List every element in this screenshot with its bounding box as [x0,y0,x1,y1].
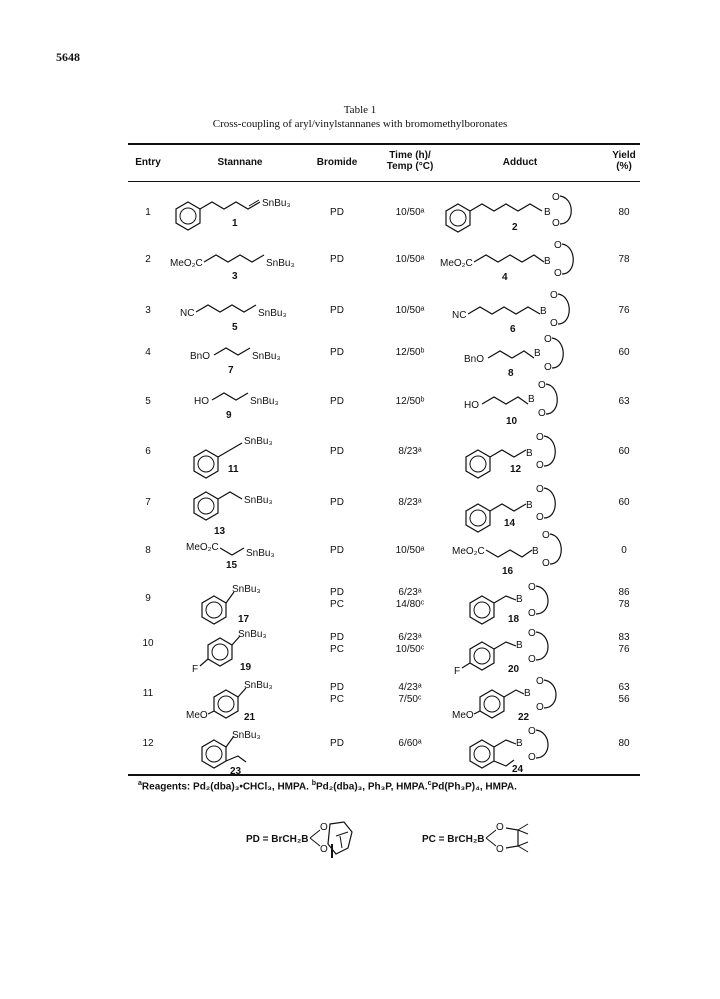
cell-entry-line: 8 [145,545,151,556]
cell-entry-line: 11 [142,688,154,699]
header-yield [604,150,644,172]
structure-stannane-11 [188,430,288,483]
structure-adduct-8 [464,330,574,385]
label-f: F [192,664,199,675]
compound-number: 15 [226,560,238,571]
label-snbu3: SnBu₃ [244,495,273,506]
label-snbu3: SnBu₃ [246,548,275,559]
cell-yield [604,207,644,219]
cell-bromide [307,254,367,266]
compound-number: 6 [510,324,516,335]
label-snbu3: SnBu₃ [238,629,267,640]
cell-time-line: 10/50ᶜ [395,644,425,655]
table-footnote [138,780,517,792]
compound-number: 14 [504,518,516,529]
structure-stannane-7 [190,341,290,382]
label-b: B [516,738,523,749]
label-snbu3: SnBu₃ [266,258,295,269]
cell-time-line: 6/23ᵃ [398,587,422,598]
label-snbu3: SnBu₃ [258,308,287,319]
label-o: O [496,822,504,833]
structure-stannane-3 [170,246,300,287]
cell-time-line: 8/23ᵃ [398,497,422,508]
structure-adduct-24 [466,724,576,779]
cell-yield-line: 80 [618,207,630,218]
cell-time-line: 12/50ᵇ [395,396,425,407]
table-title: Table 1 [343,104,377,116]
label-meo: MeO [452,710,474,721]
cell-bromide [307,347,367,359]
header-bromide: Bromide [316,157,358,168]
structure-adduct-10 [464,378,574,433]
header-adduct: Adduct [502,157,538,168]
label-snbu3: SnBu₃ [252,351,281,362]
header-yield-line1: Yield [612,150,636,161]
label-o: O [544,362,552,373]
cell-bromide [307,632,367,656]
cell-bromide [307,497,367,509]
cell-bromide-line: PD [330,254,344,265]
cell-bromide-line: PC [330,599,344,610]
cell-entry-line: 2 [145,254,151,265]
label-o: O [528,628,536,639]
cell-entry [126,347,170,359]
label-b: B [526,500,533,511]
header-time-line1: Time (h)/ [389,150,431,161]
footnote-a-mark: a [138,780,142,787]
label-o: O [528,726,536,737]
cell-time [370,738,450,750]
cell-entry-line: 4 [145,347,151,358]
label-o: O [320,844,328,855]
cell-time-line: 10/50ᵃ [395,545,425,556]
label-o: O [536,512,544,523]
cell-bromide-line: PC [330,644,344,655]
cell-time [370,207,450,219]
cell-bromide-line: PD [330,738,344,749]
cell-yield-line: 60 [618,497,630,508]
compound-number: 13 [214,526,226,537]
cell-entry [126,638,170,650]
cell-bromide [307,545,367,557]
legend-pc [422,818,562,867]
label-o: O [538,408,546,419]
compound-number: 10 [506,416,518,427]
structure-stannane-15 [186,540,296,581]
compound-number: 21 [244,712,256,723]
cell-time-line: 7/50ᶜ [398,694,422,705]
cell-time [370,396,450,408]
header-rule [128,181,640,182]
cell-yield-line: 80 [618,738,630,749]
cell-bromide-line: PD [330,545,344,556]
label-o: O [536,460,544,471]
cell-entry-line: 9 [145,593,151,604]
cell-bromide [307,446,367,458]
cell-bromide [307,305,367,317]
cell-yield [604,254,644,266]
label-snbu3: SnBu₃ [232,584,261,595]
structure-stannane-19 [190,626,290,679]
cell-entry [126,446,170,458]
compound-number: 20 [508,664,520,675]
header-time-line2: Temp (°C) [386,161,434,172]
cell-entry-line: 3 [145,305,151,316]
label-o: O [528,752,536,763]
label-b: B [532,546,539,557]
compound-number: 3 [232,271,238,282]
label-o: O [496,844,504,855]
cell-entry-line: 5 [145,396,151,407]
label-o: O [320,822,328,833]
cell-yield [604,587,644,611]
label-o: O [528,582,536,593]
cell-entry-line: 10 [142,638,154,649]
cell-yield [604,305,644,317]
compound-number: 18 [508,614,520,625]
compound-number: 4 [502,272,508,283]
cell-time [370,632,450,656]
structure-stannane-9 [194,390,294,431]
compound-number: 22 [518,712,530,723]
structure-adduct-12 [460,428,570,485]
cell-time [370,497,450,509]
footnote-b-mark: b [311,780,316,787]
cell-time [370,446,450,458]
compound-number: 12 [510,464,522,475]
cell-entry [126,254,170,266]
structure-adduct-4 [440,234,580,289]
cell-yield [604,497,644,509]
compound-number: 16 [502,566,514,577]
cell-bromide-line: PD [330,396,344,407]
cell-entry-line: 12 [142,738,154,749]
compound-number: 7 [228,365,234,376]
structure-adduct-22 [452,676,572,729]
cell-yield-line: 63 [618,682,630,693]
structure-stannane-13 [188,482,288,537]
cell-yield-line: 0 [621,545,627,556]
cell-entry [126,396,170,408]
cell-yield-line: 78 [618,599,630,610]
cell-time-line: 8/23ᵃ [398,446,422,457]
label-ho: HO [464,400,479,411]
label-snbu3: SnBu₃ [244,436,273,447]
cell-entry [126,688,170,700]
cell-yield-line: 63 [618,396,630,407]
label-snbu3: SnBu₃ [250,396,279,407]
cell-time [370,254,450,266]
label-o: O [552,218,560,229]
cell-yield [604,446,644,458]
label-snbu3: SnBu₃ [262,198,291,209]
cell-bromide [307,587,367,611]
label-b: B [524,688,531,699]
label-o: O [528,608,536,619]
footnote-c-text: Pd(Ph₃P)₄, HMPA. [431,781,517,793]
cell-time-line: 4/23ᵃ [398,682,422,693]
label-b: B [528,394,535,405]
cell-bromide-line: PD [330,207,344,218]
label-o: O [536,702,544,713]
label-bno: BnO [464,354,485,365]
header-stannane: Stannane [217,157,263,168]
cell-entry [126,497,170,509]
cell-yield [604,347,644,359]
label-meo2c: MeO₂C [170,258,203,269]
cell-bromide-line: PD [330,587,344,598]
cell-yield-line: 60 [618,347,630,358]
cell-yield [604,738,644,750]
structure-stannane-5 [180,298,300,339]
label-f: F [454,666,461,677]
label-o: O [554,268,562,279]
header-yield-line2: (%) [616,161,632,172]
label-o: O [528,654,536,665]
structure-adduct-20 [452,628,572,681]
cell-bromide-line: PD [330,497,344,508]
cell-bromide-line: PD [330,347,344,358]
cell-bromide [307,207,367,219]
cell-time-line: 10/50ᵃ [395,207,425,218]
label-o: O [554,240,562,251]
cell-time [370,545,450,557]
label-b: B [534,348,541,359]
label-meo2c: MeO₂C [452,546,485,557]
cell-bromide-line: PD [330,682,344,693]
structure-stannane-23 [198,728,288,781]
label-b: B [526,448,533,459]
label-o: O [542,558,550,569]
cell-time-line: 12/50ᵇ [395,347,425,358]
cell-yield-line: 56 [618,694,630,705]
compound-number: 8 [508,368,514,379]
label-snbu3: SnBu₃ [244,680,273,691]
label-o: O [536,484,544,495]
label-o: O [552,192,560,203]
label-meo2c: MeO₂C [440,258,473,269]
label-meo2c: MeO₂C [186,542,219,553]
cell-yield [604,396,644,408]
cell-time-line: 14/80ᶜ [395,599,425,610]
compound-number: 24 [512,764,524,775]
legend-pd-label: PD = BrCH₂B [246,834,309,845]
cell-time [370,305,450,317]
cell-entry-line: 7 [145,497,151,508]
label-o: O [550,290,558,301]
cell-yield-line: 76 [618,305,630,316]
compound-number: 5 [232,322,238,333]
cell-time-line: 10/50ᵃ [395,254,425,265]
header-time [370,150,450,172]
label-b: B [544,207,551,218]
label-bno: BnO [190,351,211,362]
label-o: O [550,318,558,329]
cell-yield [604,682,644,706]
label-snbu3: SnBu₃ [232,730,261,741]
footnote-c-mark: c [427,780,432,787]
label-o: O [536,432,544,443]
label-b: B [516,594,523,605]
cell-time [370,347,450,359]
cell-entry-line: 6 [145,446,151,457]
header-entry: Entry [135,157,161,168]
label-meo: MeO [186,710,208,721]
table-caption: Cross-coupling of aryl/vinylstannanes with bromomethylboronates [212,118,508,130]
label-nc: NC [180,308,195,319]
cell-entry [126,545,170,557]
page-number: 5648 [56,50,80,64]
top-rule [128,143,640,145]
cell-yield-line: 83 [618,632,630,643]
compound-number: 2 [512,222,518,233]
cell-entry [126,207,170,219]
cell-bromide-line: PC [330,694,344,705]
label-o: O [538,380,546,391]
cell-yield [604,632,644,656]
structure-stannane-21 [186,676,296,729]
cell-yield-line: 86 [618,587,630,598]
compound-number: 23 [230,766,242,777]
structure-stannane-1 [170,190,290,235]
cell-time [370,587,450,611]
compound-number: 9 [226,410,232,421]
cell-bromide-line: PD [330,632,344,643]
cell-yield-line: 76 [618,644,630,655]
structure-adduct-2 [440,186,580,241]
label-b: B [516,640,523,651]
legend-pc-label: PC = BrCH₂B [422,834,485,845]
cell-yield-line: 78 [618,254,630,265]
label-nc: NC [452,310,467,321]
compound-number: 1 [232,218,238,229]
footnote-b-text: Pd₂(dba)₃, Ph₃P, HMPA. [315,781,428,793]
cell-bromide [307,738,367,750]
cell-bromide [307,682,367,706]
cell-entry [126,305,170,317]
cell-yield [604,545,644,557]
footnote-a-text: Reagents: Pd₂(dba)₃•CHCl₃, HMPA. [141,781,312,793]
structure-adduct-16 [452,528,572,583]
cell-bromide-line: PD [330,446,344,457]
cell-entry [126,593,170,605]
cell-entry-line: 1 [145,207,151,218]
cell-entry [126,738,170,750]
cell-bromide [307,396,367,408]
compound-number: 19 [240,662,252,673]
cell-time-line: 6/23ᵃ [398,632,422,643]
cell-time-line: 10/50ᵃ [395,305,425,316]
label-o: O [544,334,552,345]
legend-pd [246,818,386,867]
label-b: B [540,306,547,317]
cell-bromide-line: PD [330,305,344,316]
compound-number: 11 [228,464,239,475]
label-ho: HO [194,396,209,407]
cell-time [370,682,450,706]
cell-yield-line: 60 [618,446,630,457]
label-o: O [536,676,544,687]
label-b: B [544,256,551,267]
label-o: O [542,530,550,541]
compound-number: 17 [238,614,250,625]
cell-time-line: 6/60ᵃ [398,738,422,749]
